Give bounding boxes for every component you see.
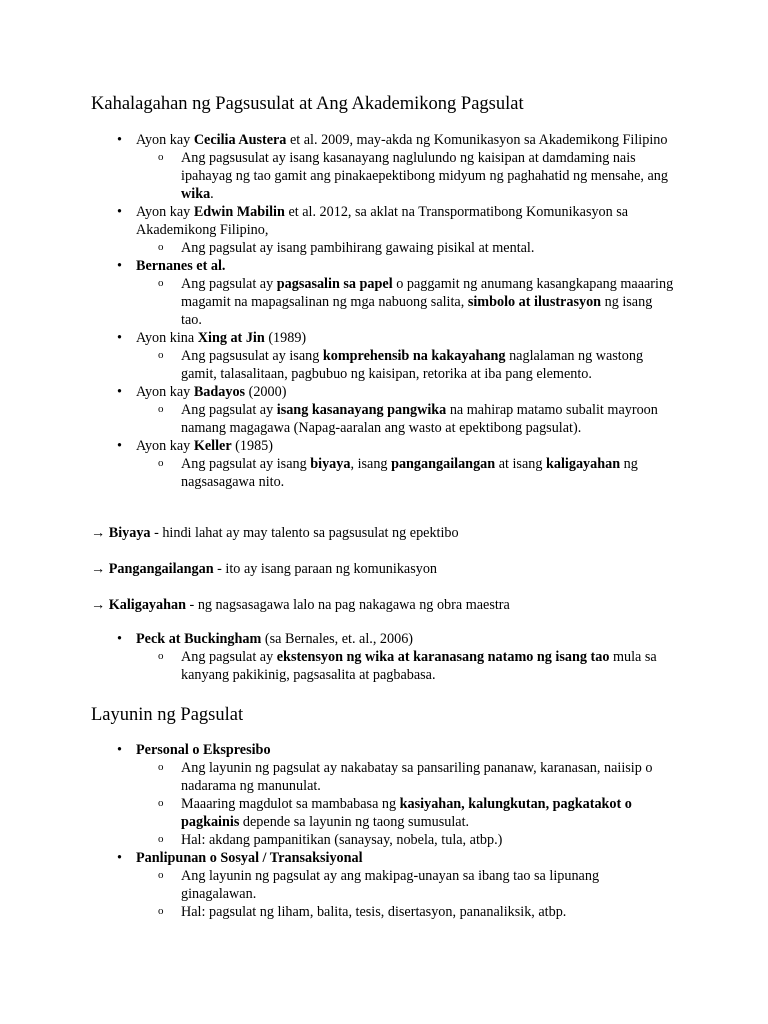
list-item-peck: • Peck at Buckingham (sa Bernales, et. al., 2006) o Ang pagsulat ay ekstensyon ng wika at karanasang natamo ng isang tao mula sa kanyang pakikinig, pagsasalita at pagbabasa. xyxy=(136,630,676,684)
arrow-line-kaligayahan: → Kaligayahan - ng nagsasagawa lalo na pag nakagawa ng obra maestra xyxy=(91,597,510,613)
arrow-line-biyaya: → Biyaya - hindi lahat ay may talento sa pagsusulat ng epektibo xyxy=(91,525,459,541)
sub-item: o Hal: akdang pampanitikan (sanaysay, nobela, tula, atbp.) xyxy=(181,831,676,849)
list-item-mabilin: • Ayon kay Edwin Mabilin et al. 2012, sa aklat na Transpormatibong Komunikasyon sa Akademikong Filipino, o Ang pagsulat ay isang pambihirang gawaing pisikal at mental. xyxy=(136,203,676,257)
sub-item: o Ang pagsulat ay ekstensyon ng wika at karanasang natamo ng isang tao mula sa kanyang pakikinig, pagsasalita at pagbabasa. xyxy=(181,648,676,684)
sub-item: o Ang pagsusulat ay isang kasanayang naglulundo ng kaisipan at damdaming nais ipahayag ng tao gamit ang pinakaepektibong midyum ng paghahatid ng mensahe, ang wika. xyxy=(181,149,676,203)
list-item-austera: • Ayon kay Cecilia Austera et al. 2009, may-akda ng Komunikasyon sa Akademikong Filipino o Ang pagsusulat ay isang kasanayang naglulundo ng kaisipan at damdaming nais ipahayag ng tao gamit ang pinakaepektibong midyum ng paghahatid ng mensahe, ang wika. xyxy=(136,131,676,203)
arrow-icon: → xyxy=(91,525,106,541)
sub-item: o Maaaring magdulot sa mambabasa ng kasiyahan, kalungkutan, pagkatakot o pagkainis depende sa layunin ng taong sumusulat. xyxy=(181,795,676,831)
sub-item: o Ang pagsulat ay isang biyaya, isang pangangailangan at isang kaligayahan ng nagsasagawa nito. xyxy=(181,455,676,491)
sub-item: o Ang pagsulat ay pagsasalin sa papel o paggamit ng anumang kasangkapang maaaring magamit na mapagsalinan ng mga nabuong salita, simbolo at ilustrasyon ng isang tao. xyxy=(181,275,676,329)
section-heading-layunin: Layunin ng Pagsulat xyxy=(91,705,244,725)
arrow-line-pangangailangan: → Pangangailangan - ito ay isang paraan ng komunikasyon xyxy=(91,561,438,577)
sub-item: o Ang pagsusulat ay isang komprehensib na kakayahang naglalaman ng wastong gamit, talasalitaan, pagbubuo ng kaisipan, retorika at iba pang elemento. xyxy=(181,347,676,383)
list-item-panlipunan: • Panlipunan o Sosyal / Transaksiyonal o Ang layunin ng pagsulat ay ang makipag-unayan sa ibang tao sa lipunang ginagalawan. o Hal: pagsulat ng liham, balita, tesis, disertasyon, pananaliksik, atbp. xyxy=(136,849,676,921)
sub-item: o Hal: pagsulat ng liham, balita, tesis, disertasyon, pananaliksik, atbp. xyxy=(181,903,676,921)
peck-list xyxy=(136,630,676,684)
list-item-badayos: • Ayon kay Badayos (2000) o Ang pagsulat ay isang kasanayang pangwika na mahirap matamo subalit mayroon namang magagawa (Napag-aaralan ang wasto at epektibong pagsulat). xyxy=(136,383,676,437)
arrow-icon: → xyxy=(91,561,106,577)
sub-item: o Ang layunin ng pagsulat ay ang makipag-unayan sa ibang tao sa lipunang ginagalawan. xyxy=(181,867,676,903)
sub-item: o Ang pagsulat ay isang pambihirang gawaing pisikal at mental. xyxy=(181,239,676,257)
list-item-personal: • Personal o Ekspresibo o Ang layunin ng pagsulat ay nakabatay sa pansariling pananaw, karanasan, naiisip o nadarama ng manunulat. o Maaaring magdulot sa mambabasa ng kasiyahan, kalungkutan, pagkatakot o pagkainis depende sa layunin ng taong sumusulat. o Hal: akdang pampanitikan (sanaysay, nobela, tula, atbp.) xyxy=(136,741,676,849)
arrow-icon: → xyxy=(91,597,106,613)
layunin-list xyxy=(136,741,676,921)
list-item-xing-jin: • Ayon kina Xing at Jin (1989) o Ang pagsusulat ay isang komprehensib na kakayahang naglalaman ng wastong gamit, talasalitaan, pagbubuo ng kaisipan, retorika at iba pang elemento. xyxy=(136,329,676,383)
section-heading-kahalagahan: Kahalagahan ng Pagsusulat at Ang Akademikong Pagsulat xyxy=(91,94,524,114)
sub-item: o Ang pagsulat ay isang kasanayang pangwika na mahirap matamo subalit mayroon namang magagawa (Napag-aaralan ang wasto at epektibong pagsulat). xyxy=(181,401,676,437)
sub-item: o Ang layunin ng pagsulat ay nakabatay sa pansariling pananaw, karanasan, naiisip o nadarama ng manunulat. xyxy=(181,759,676,795)
definitions-list xyxy=(136,131,676,491)
list-item-bernanes: • Bernanes et al. o Ang pagsulat ay pagsasalin sa papel o paggamit ng anumang kasangkapang maaaring magamit na mapagsalinan ng mga nabuong salita, simbolo at ilustrasyon ng isang tao. xyxy=(136,257,676,329)
list-item-keller: • Ayon kay Keller (1985) o Ang pagsulat ay isang biyaya, isang pangangailangan at isang kaligayahan ng nagsasagawa nito. xyxy=(136,437,676,491)
